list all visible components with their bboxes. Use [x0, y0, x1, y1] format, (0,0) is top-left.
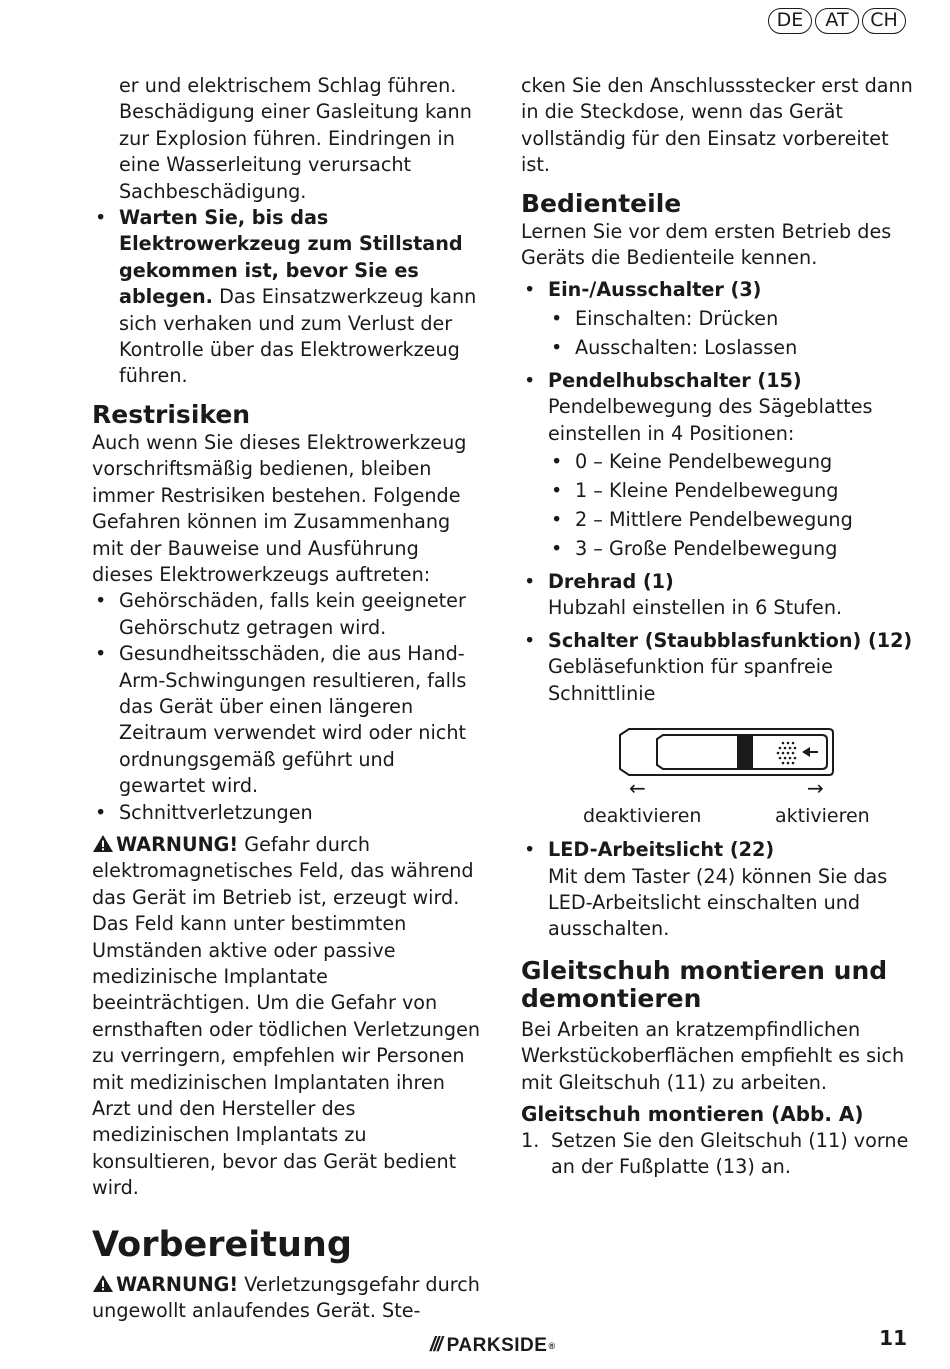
- control-description: Gebläsefunktion für spanfreie Schnittlinie: [548, 655, 833, 705]
- warning-label: WARNUNG!: [116, 1272, 239, 1296]
- control-onoff: [521, 277, 913, 361]
- bullet-wait: [92, 205, 484, 390]
- control-schalter: [521, 628, 913, 707]
- controls-list: [521, 277, 913, 707]
- control-description: Hubzahl einstellen in 6 Stufen.: [548, 596, 843, 620]
- control-pendel: [521, 368, 913, 563]
- risk-item: • Gehörschäden, falls kein geeigneter Gehörschutz getragen wird.: [92, 588, 484, 641]
- risk-item: • Schnittverletzungen: [92, 800, 484, 826]
- label-activate: aktivieren: [775, 805, 870, 828]
- warning-triangle-icon: [92, 1274, 114, 1293]
- control-title: Drehrad (1): [548, 570, 674, 594]
- step-item: [521, 1128, 913, 1181]
- step-text: Setzen Sie den Gleitschuh (11) vorne an der Fußplatte (13) an.: [551, 1128, 909, 1179]
- gleitschuh-heading: Gleitschuh montieren und demontieren: [521, 955, 888, 1013]
- control-title: Pendelhubschalter (15): [548, 368, 802, 392]
- intro-paragraph: cken Sie den Anschlussstecker erst dann in die Steckdose, wenn das Gerät vollständig für den Einsatz vorbereitet ist.: [521, 74, 913, 177]
- sub-item: • Einschalten: Drücken: [548, 304, 913, 333]
- bedienteile-paragraph: Lernen Sie vor dem ersten Betrieb des Geräts die Bedienteile kennen.: [521, 219, 892, 270]
- language-badges: [768, 8, 906, 34]
- montieren-steps: [521, 1128, 913, 1181]
- control-led: [521, 837, 913, 943]
- parkside-logo: [430, 1334, 556, 1357]
- lang-badge-ch: CH: [862, 8, 906, 34]
- risk-list: [92, 588, 484, 826]
- control-title: Ein-/Ausschalter (3): [548, 278, 762, 302]
- onoff-sublist: [548, 304, 913, 362]
- arrow-right-icon: →: [807, 776, 824, 801]
- control-description: Mit dem Taster (24) können Sie das LED-Arbeitslicht einschalten und ausschalten.: [548, 864, 888, 941]
- registered-mark: ®: [548, 1340, 556, 1351]
- gleitschuh-paragraph: Bei Arbeiten an kratzempfindlichen Werkstückoberflächen empfiehlt es sich mit Gleitschuh (11) zu arbeiten.: [521, 1017, 905, 1094]
- safety-bullet-list: [92, 205, 484, 390]
- restrisiken-heading: Restrisiken: [92, 399, 251, 429]
- control-title: LED-Arbeitslicht (22): [548, 838, 775, 862]
- warning-unintended-start: [92, 1272, 484, 1325]
- sub-item: • 3 – Große Pendelbewegung: [548, 534, 913, 563]
- arrow-left-icon: ←: [629, 776, 646, 801]
- pendel-sublist: [548, 447, 913, 563]
- sub-item: • 1 – Kleine Pendelbewegung: [548, 476, 913, 505]
- page-number: 11: [879, 1326, 907, 1350]
- brand-name: PARKSIDE: [446, 1334, 548, 1356]
- vorbereitung-heading: Vorbereitung: [92, 1224, 352, 1265]
- bedienteile-heading: Bedienteile: [521, 188, 682, 218]
- warning-label: WARNUNG!: [116, 832, 239, 856]
- blower-switch-illustration: [617, 727, 835, 777]
- bullet-wait-text: Das Einsatzwerkzeug kann sich verhaken und zum Verlust der Kontrolle über das Elektrowerkzeug führen.: [119, 285, 477, 388]
- warning-text: Gefahr durch elektromagnetisches Feld, das während das Gerät im Betrieb ist, erzeugt wird. Das Feld kann unter bestimmten Umständen aktive oder passive medizinische Implantate beeinträchtigen. Um die Gefahr von ernsthaften oder tödlichen Verletzungen zu verringern, empfehlen wir Personen mit medizinischen Implantaten ihren Arzt und den Hersteller des medizinischen Implantats zu konsultieren, bevor das Gerät bedient wird.: [92, 832, 481, 1200]
- left-column: [92, 73, 484, 1324]
- right-column: [521, 73, 913, 1181]
- restrisiken-paragraph: Auch wenn Sie dieses Elektrowerkzeug vorschriftsmäßig bedienen, bleiben immer Restrisiken bestehen. Folgende Gefahren können im Zusammenhang mit der Bauweise und Ausführung dieses Elektrowerkzeugs auftreten:: [92, 430, 467, 586]
- control-description: Pendelbewegung des Sägeblattes einstellen in 4 Positionen:: [548, 395, 873, 445]
- warning-text: Verletzungsgefahr durch ungewollt anlaufendes Gerät. Ste-: [92, 1272, 480, 1323]
- warning-emf: [92, 832, 484, 1202]
- lang-badge-de: DE: [768, 8, 812, 34]
- control-title: Schalter (Staubblasfunktion) (12): [548, 628, 913, 652]
- bullet-wait-bold: Warten Sie, bis das Elektrowerkzeug zum Stillstand gekommen ist, bevor Sie es ablegen.: [119, 206, 463, 309]
- sub-item: • 2 – Mittlere Pendelbewegung: [548, 505, 913, 534]
- controls-list-led: [521, 837, 913, 943]
- sub-item: • Ausschalten: Loslassen: [548, 333, 913, 362]
- step-number: 1.: [521, 1128, 540, 1152]
- label-deactivate: deaktivieren: [583, 805, 702, 828]
- blower-switch-figure: [521, 719, 913, 831]
- warning-triangle-icon: [92, 834, 114, 853]
- lang-badge-at: AT: [815, 8, 859, 34]
- montieren-subheading: Gleitschuh montieren (Abb. A): [521, 1101, 864, 1126]
- risk-item: • Gesundheitsschäden, die aus Hand-Arm-Schwingungen resultieren, falls das Gerät über einen längeren Zeitraum verwendet wird oder nicht ordnungsgemäß geführt und gewartet wird.: [92, 641, 484, 799]
- intro-paragraph: er und elektrischem Schlag führen. Beschädigung einer Gasleitung kann zur Explosion führen. Eindringen in eine Wasserleitung verursacht Sachbeschädigung.: [119, 74, 472, 203]
- brand-mark: ///: [430, 1334, 441, 1356]
- control-drehrad: [521, 569, 913, 622]
- sub-item: • 0 – Keine Pendelbewegung: [548, 447, 913, 476]
